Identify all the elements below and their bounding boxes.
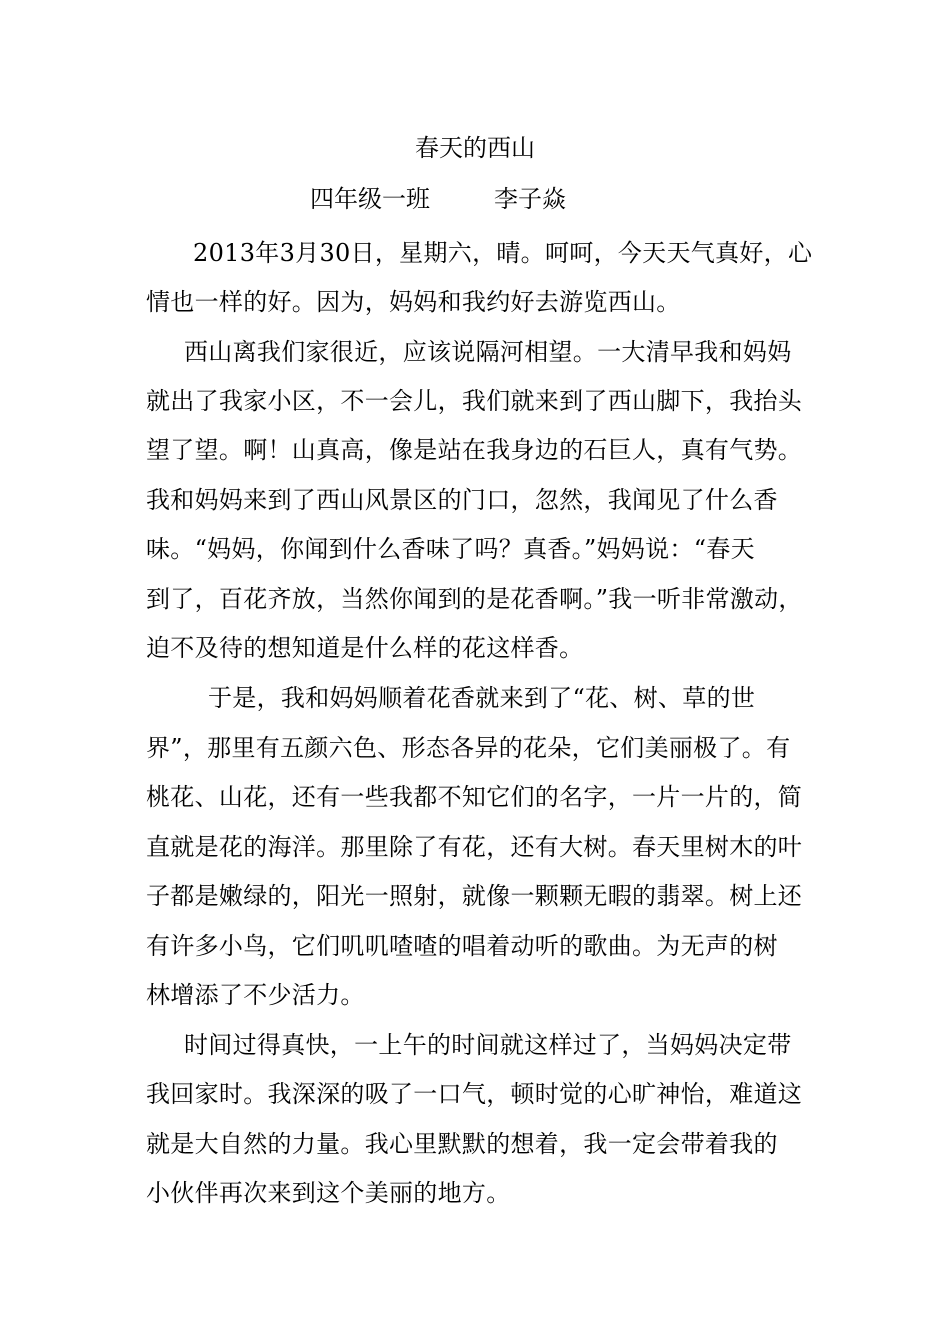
byline-author: 李子焱	[494, 185, 566, 213]
paragraph-2-line-3: 望了望。啊！山真高，像是站在我身边的石巨人，真有气势。	[146, 436, 803, 464]
paragraph-4-line-1: 时间过得真快，一上午的时间就这样过了，当妈妈决定带	[184, 1031, 792, 1059]
essay-title: 春天的西山	[415, 134, 535, 162]
paragraph-3-line-4: 直就是花的海洋。那里除了有花，还有大树。春天里树木的叶	[146, 833, 803, 861]
paragraph-3-line-6: 有许多小鸟，它们叽叽喳喳的唱着动听的歌曲。为无声的树	[146, 932, 778, 960]
paragraph-4-line-3: 就是大自然的力量。我心里默默的想着，我一定会带着我的	[146, 1130, 778, 1158]
paragraph-3-line-1: 于是，我和妈妈顺着花香就来到了“花、树、草的世	[208, 684, 756, 712]
paragraph-2-line-7: 迫不及待的想知道是什么样的花这样香。	[146, 634, 584, 662]
paragraph-2-line-2: 就出了我家小区，不一会儿，我们就来到了西山脚下，我抬头	[146, 387, 803, 415]
paragraph-2-line-6: 到了，百花齐放，当然你闻到的是花香啊。”我一听非常激动，	[146, 585, 803, 613]
paragraph-3-line-2: 界”，那里有五颜六色、形态各异的花朵，它们美丽极了。有	[146, 734, 791, 762]
byline-class: 四年级一班	[310, 185, 430, 213]
paragraph-3-line-3: 桃花、山花，还有一些我都不知它们的名字，一片一片的，简	[146, 783, 803, 811]
paragraph-2-line-4: 我和妈妈来到了西山风景区的门口，忽然，我闻见了什么香	[146, 486, 778, 514]
paragraph-4-line-4: 小伙伴再次来到这个美丽的地方。	[146, 1179, 511, 1207]
paragraph-1-line-1: 2013年3月30日，星期六，晴。呵呵，今天天气真好，心	[193, 239, 813, 267]
paragraph-3-line-7: 林增添了不少活力。	[146, 981, 365, 1009]
paragraph-2-line-5: 味。“妈妈，你闻到什么香味了吗？真香。”妈妈说：“春天	[146, 535, 755, 563]
paragraph-3-line-5: 子都是嫩绿的，阳光一照射，就像一颗颗无暇的翡翠。树上还	[146, 882, 803, 910]
paragraph-4-line-2: 我回家时。我深深的吸了一口气，顿时觉的心旷神怡，难道这	[146, 1080, 803, 1108]
paragraph-1-line-2: 情也一样的好。因为，妈妈和我约好去游览西山。	[146, 288, 681, 316]
paragraph-2-line-1: 西山离我们家很近，应该说隔河相望。一大清早我和妈妈	[184, 338, 792, 366]
byline	[310, 184, 566, 214]
